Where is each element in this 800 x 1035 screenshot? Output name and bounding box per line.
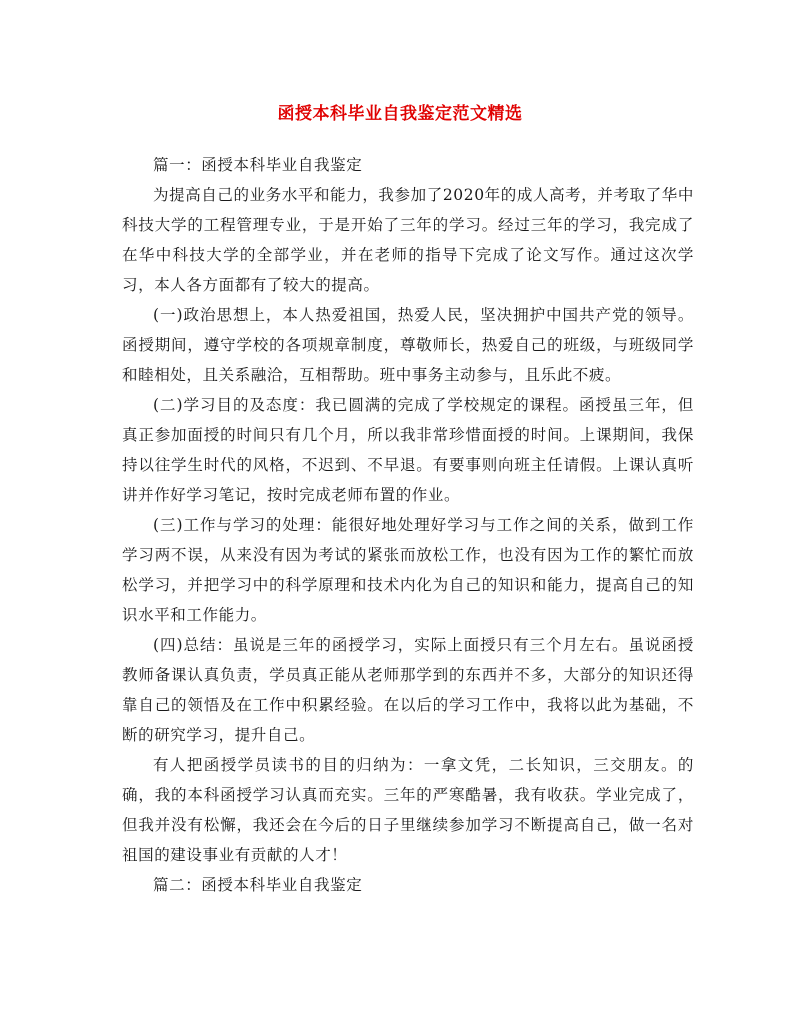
- document-title: 函授本科毕业自我鉴定范文精选: [277, 104, 523, 124]
- paragraph-study-attitude: (二)学习目的及态度：我已圆满的完成了学校规定的课程。函授虽三年，但真正参加面授的时间只有几个月，所以我非常珍惜面授的时间。上课期间，我保持以往学生时代的风格，不迟到、不早退。有要事则向班主任请假。上课认真听讲并作好学习笔记，按时完成老师布置的作业。: [122, 396, 694, 504]
- paragraph-work-study: (三)工作与学习的处理：能很好地处理好学习与工作之间的关系，做到工作学习两不误，从来没有因为考试的紧张而放松工作，也没有因为工作的繁忙而放松学习，并把学习中的科学原理和技术内化为自己的知识和能力，提高自己的知识水平和工作能力。: [122, 516, 694, 624]
- paragraph-political: (一)政治思想上，本人热爱祖国，热爱人民，坚决拥护中国共产党的领导。函授期间，遵守学校的各项规章制度，尊敬师长，热爱自己的班级，与班级同学和睦相处，且关系融洽，互相帮助。班中事务主动参与，且乐此不疲。: [122, 306, 694, 384]
- paragraph-summary: (四)总结：虽说是三年的函授学习，实际上面授只有三个月左右。虽说函授教师备课认真负责，学员真正能从老师那学到的东西并不多，大部分的知识还得靠自己的领悟及在工作中积累经验。在以后的学习工作中，我将以此为基础，不断的研究学习，提升自己。: [122, 636, 694, 744]
- section-heading-2: 篇二：函授本科毕业自我鉴定: [153, 876, 363, 894]
- paragraph-intro: 为提高自己的业务水平和能力，我参加了2020年的成人高考，并考取了华中科技大学的工程管理专业，于是开始了三年的学习。经过三年的学习，我完成了在华中科技大学的全部学业，并在老师的指导下完成了论文写作。通过这次学习，本人各方面都有了较大的提高。: [122, 186, 694, 294]
- section-heading-1: 篇一：函授本科毕业自我鉴定: [153, 156, 363, 174]
- paragraph-conclusion: 有人把函授学员读书的目的归纳为：一拿文凭，二长知识，三交朋友。的确，我的本科函授学习认真而充实。三年的严寒酷暑，我有收获。学业完成了，但我并没有松懈，我还会在今后的日子里继续参加学习不断提高自己，做一名对祖国的建设事业有贡献的人才！: [122, 756, 694, 864]
- document-body: [122, 150, 694, 900]
